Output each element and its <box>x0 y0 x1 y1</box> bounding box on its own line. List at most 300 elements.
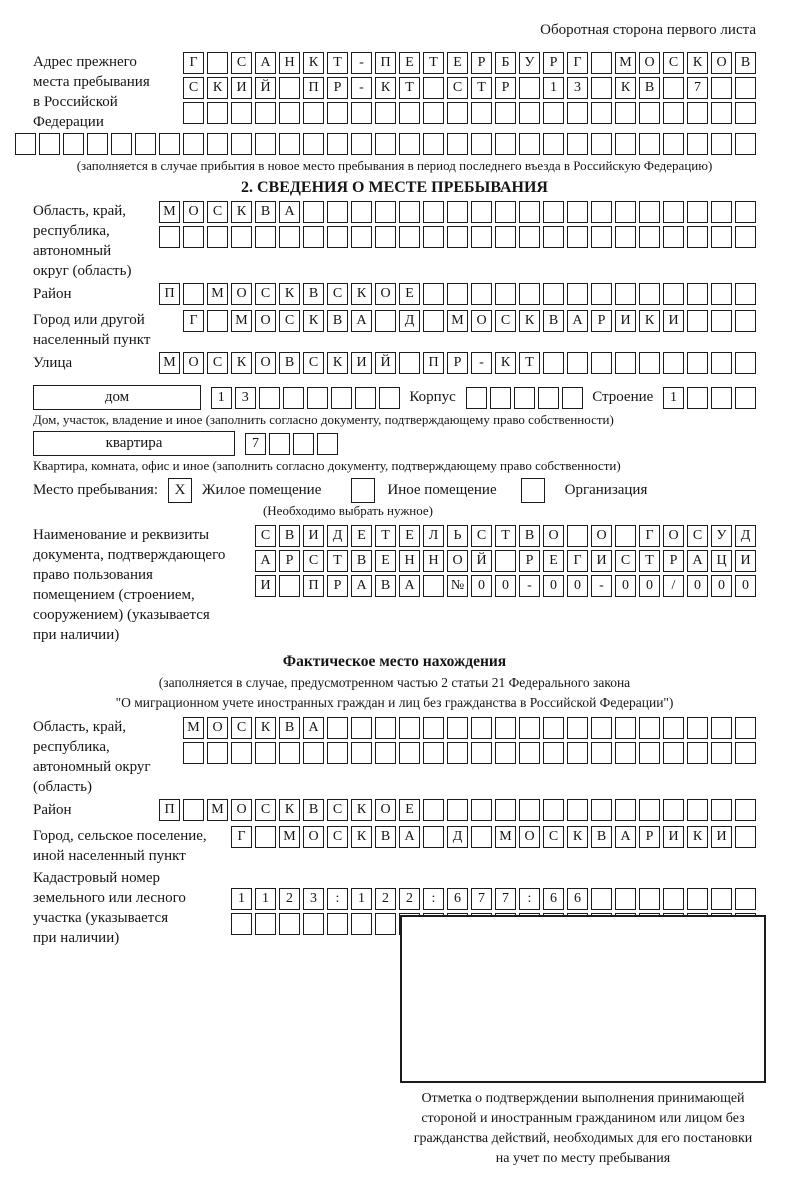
korpus-row <box>466 387 583 409</box>
char-cell <box>495 717 516 739</box>
char-cell: Л <box>423 525 444 547</box>
region-block <box>33 201 756 281</box>
char-cell <box>327 226 348 248</box>
city-block <box>33 310 756 350</box>
char-cell <box>514 387 535 409</box>
char-cell: А <box>567 310 588 332</box>
char-cell: К <box>687 826 708 848</box>
char-cell: А <box>399 575 420 597</box>
char-cell <box>615 201 636 223</box>
char-cell <box>543 201 564 223</box>
prev-address-row-3 <box>183 102 756 124</box>
char-cell <box>399 201 420 223</box>
char-cell: 1 <box>351 888 372 910</box>
char-cell: Е <box>543 550 564 572</box>
char-cell: У <box>711 525 732 547</box>
char-cell: Е <box>399 283 420 305</box>
char-cell <box>351 133 372 155</box>
korpus-label: Корпус <box>409 389 456 405</box>
label-line: Город, сельское поселение, <box>33 828 207 844</box>
char-cell <box>423 310 444 332</box>
char-cell <box>591 717 612 739</box>
char-cell <box>591 888 612 910</box>
char-cell <box>615 742 636 764</box>
char-cell <box>519 226 540 248</box>
char-cell <box>447 133 468 155</box>
label-line: (заполняется в случае, предусмотренном частью 2 статьи 21 Федерального закона <box>158 675 631 690</box>
char-cell <box>283 387 304 409</box>
char-cell: 1 <box>211 387 232 409</box>
label-line: Наименование и реквизиты <box>33 527 210 543</box>
char-cell <box>519 201 540 223</box>
char-cell: К <box>279 799 300 821</box>
document-label <box>33 525 225 645</box>
char-cell <box>423 77 444 99</box>
char-cell: О <box>231 283 252 305</box>
char-cell: В <box>279 352 300 374</box>
char-cell <box>735 201 756 223</box>
char-cell: Т <box>327 52 348 74</box>
option-other-premises-label: Иное помещение <box>387 482 497 498</box>
char-cell <box>735 77 756 99</box>
char-cell: О <box>447 550 468 572</box>
char-cell <box>351 226 372 248</box>
char-cell: 1 <box>255 888 276 910</box>
char-cell <box>471 133 492 155</box>
char-cell: В <box>279 717 300 739</box>
char-cell <box>327 913 348 935</box>
char-cell: А <box>351 575 372 597</box>
char-cell: 6 <box>567 888 588 910</box>
char-cell <box>447 283 468 305</box>
char-cell: 0 <box>711 575 732 597</box>
char-cell <box>495 226 516 248</box>
char-cell: : <box>327 888 348 910</box>
stay-type-block <box>33 478 756 503</box>
char-cell: Г <box>567 52 588 74</box>
char-cell <box>711 888 732 910</box>
char-cell <box>495 102 516 124</box>
char-cell: К <box>519 310 540 332</box>
char-cell <box>735 387 756 409</box>
char-cell <box>15 133 36 155</box>
street-block <box>33 352 756 377</box>
actual-city-label <box>33 826 207 866</box>
label-line: сооружением) (указывается <box>33 607 210 623</box>
actual-region-label <box>33 717 151 797</box>
char-cell <box>687 352 708 374</box>
char-cell: 2 <box>375 888 396 910</box>
char-cell: Й <box>255 77 276 99</box>
char-cell: В <box>351 550 372 572</box>
char-cell <box>711 283 732 305</box>
char-cell <box>495 201 516 223</box>
char-cell <box>231 913 252 935</box>
char-cell <box>471 283 492 305</box>
char-cell <box>591 77 612 99</box>
char-cell: Н <box>399 550 420 572</box>
char-cell <box>543 717 564 739</box>
label-line: автономный округ <box>33 759 151 775</box>
char-cell: К <box>639 310 660 332</box>
char-cell <box>711 799 732 821</box>
char-cell: 7 <box>471 888 492 910</box>
char-cell: В <box>303 799 324 821</box>
prev-address-grids <box>183 52 756 127</box>
char-cell: : <box>519 888 540 910</box>
char-cell <box>735 226 756 248</box>
char-cell <box>207 310 228 332</box>
char-cell <box>423 575 444 597</box>
char-cell: С <box>615 550 636 572</box>
char-cell <box>159 133 180 155</box>
label-line: Отметка о подтверждении выполнения принимающей <box>421 1091 745 1106</box>
char-cell <box>663 201 684 223</box>
char-cell <box>423 133 444 155</box>
char-cell: 0 <box>735 575 756 597</box>
char-cell: О <box>375 283 396 305</box>
stay-type-note: (Необходимо выбрать нужное) <box>262 503 434 518</box>
city-label <box>33 310 150 350</box>
label-line: помещением (строением, <box>33 587 195 603</box>
prev-address-row-1 <box>183 52 756 74</box>
char-cell <box>423 799 444 821</box>
char-cell: Т <box>399 77 420 99</box>
char-cell <box>351 201 372 223</box>
char-cell <box>207 102 228 124</box>
char-cell <box>735 352 756 374</box>
char-cell <box>591 283 612 305</box>
char-cell <box>355 387 376 409</box>
char-cell: В <box>255 201 276 223</box>
char-cell <box>735 799 756 821</box>
char-cell <box>639 352 660 374</box>
char-cell <box>543 352 564 374</box>
char-cell: К <box>207 77 228 99</box>
char-cell: И <box>303 525 324 547</box>
char-cell <box>711 717 732 739</box>
char-cell: 6 <box>543 888 564 910</box>
char-cell: 7 <box>245 433 266 455</box>
char-cell <box>447 742 468 764</box>
char-cell: К <box>231 352 252 374</box>
char-cell: И <box>711 826 732 848</box>
char-cell: Р <box>519 550 540 572</box>
char-cell: К <box>351 283 372 305</box>
char-cell <box>615 226 636 248</box>
char-cell: П <box>423 352 444 374</box>
char-cell <box>562 387 583 409</box>
char-cell: В <box>543 310 564 332</box>
char-cell: П <box>303 575 324 597</box>
option-organization-label: Организация <box>564 482 648 498</box>
char-cell: И <box>231 77 252 99</box>
char-cell: О <box>303 826 324 848</box>
char-cell <box>307 387 328 409</box>
char-cell <box>327 133 348 155</box>
char-cell <box>567 742 588 764</box>
char-cell: К <box>495 352 516 374</box>
char-cell <box>423 717 444 739</box>
document-block <box>33 525 756 645</box>
char-cell <box>567 799 588 821</box>
char-cell: В <box>327 310 348 332</box>
char-cell <box>231 133 252 155</box>
char-cell: К <box>351 799 372 821</box>
char-cell <box>303 913 324 935</box>
char-cell: С <box>327 826 348 848</box>
char-cell: И <box>615 310 636 332</box>
actual-district-label: Район <box>33 802 72 818</box>
char-cell <box>279 575 300 597</box>
char-cell <box>591 201 612 223</box>
char-cell <box>519 799 540 821</box>
char-cell: С <box>543 826 564 848</box>
char-cell <box>231 742 252 764</box>
char-cell <box>591 352 612 374</box>
char-cell: С <box>687 525 708 547</box>
char-cell: О <box>663 525 684 547</box>
char-cell <box>135 133 156 155</box>
char-cell <box>231 102 252 124</box>
char-cell: М <box>207 283 228 305</box>
char-cell <box>255 826 276 848</box>
char-cell: Д <box>399 310 420 332</box>
char-cell: М <box>447 310 468 332</box>
char-cell <box>317 433 338 455</box>
char-cell: Р <box>327 77 348 99</box>
char-cell: Г <box>183 310 204 332</box>
char-cell: Р <box>495 77 516 99</box>
char-cell <box>639 283 660 305</box>
char-cell <box>399 352 420 374</box>
char-cell <box>207 742 228 764</box>
char-cell <box>711 310 732 332</box>
char-cell: М <box>159 352 180 374</box>
char-cell <box>591 226 612 248</box>
char-cell <box>259 387 280 409</box>
char-cell: 3 <box>235 387 256 409</box>
char-cell: К <box>687 52 708 74</box>
char-cell: Е <box>399 525 420 547</box>
char-cell: Ц <box>711 550 732 572</box>
label-line: автономный <box>33 243 112 259</box>
char-cell <box>207 226 228 248</box>
char-cell <box>379 387 400 409</box>
prev-address-label <box>33 52 150 132</box>
char-cell <box>399 742 420 764</box>
char-cell <box>375 201 396 223</box>
char-cell <box>567 717 588 739</box>
char-cell <box>591 799 612 821</box>
char-cell: К <box>351 826 372 848</box>
char-cell: Д <box>735 525 756 547</box>
char-cell: Р <box>327 575 348 597</box>
char-cell <box>687 742 708 764</box>
char-cell: 0 <box>687 575 708 597</box>
char-cell <box>615 888 636 910</box>
char-cell: Ь <box>447 525 468 547</box>
char-cell: П <box>159 799 180 821</box>
char-cell: О <box>255 310 276 332</box>
label-line: округ (область) <box>33 263 132 279</box>
label-line: республика, <box>33 223 110 239</box>
char-cell <box>279 133 300 155</box>
label-line: иной населенный пункт <box>33 848 186 864</box>
char-cell <box>279 77 300 99</box>
char-cell: : <box>423 888 444 910</box>
label-line: в Российской <box>33 94 118 110</box>
char-cell: Д <box>447 826 468 848</box>
char-cell: Н <box>423 550 444 572</box>
city-row <box>183 310 756 332</box>
char-cell <box>183 799 204 821</box>
char-cell <box>687 226 708 248</box>
char-cell <box>423 283 444 305</box>
char-cell <box>567 525 588 547</box>
char-cell: 1 <box>231 888 252 910</box>
char-cell: А <box>615 826 636 848</box>
char-cell: С <box>447 77 468 99</box>
char-cell: И <box>591 550 612 572</box>
label-line: стороной и иностранным гражданином или лицом без <box>421 1111 745 1126</box>
char-cell: Р <box>543 52 564 74</box>
char-cell: - <box>591 575 612 597</box>
char-cell <box>303 102 324 124</box>
actual-location-note <box>33 673 756 713</box>
stroenie-row <box>663 387 756 409</box>
char-cell <box>303 742 324 764</box>
char-cell <box>423 102 444 124</box>
char-cell: К <box>303 310 324 332</box>
char-cell: Е <box>399 52 420 74</box>
char-cell <box>711 133 732 155</box>
char-cell: - <box>351 52 372 74</box>
district-block <box>33 283 756 308</box>
label-line: Область, край, <box>33 719 127 735</box>
label-line: при наличии) <box>33 930 120 946</box>
char-cell <box>255 226 276 248</box>
actual-location-title: Фактическое место нахождения <box>282 653 507 670</box>
char-cell <box>279 742 300 764</box>
char-cell: П <box>303 77 324 99</box>
char-cell <box>375 102 396 124</box>
apartment-number-row <box>245 433 338 455</box>
char-cell <box>687 799 708 821</box>
char-cell: Й <box>375 352 396 374</box>
char-cell: К <box>303 52 324 74</box>
char-cell <box>207 133 228 155</box>
char-cell: Т <box>375 525 396 547</box>
char-cell: А <box>687 550 708 572</box>
char-cell: К <box>231 201 252 223</box>
char-cell: В <box>375 826 396 848</box>
char-cell <box>663 888 684 910</box>
char-cell: А <box>279 201 300 223</box>
label-line: участка (указывается <box>33 910 169 926</box>
char-cell: 0 <box>495 575 516 597</box>
char-cell <box>303 201 324 223</box>
char-cell <box>735 310 756 332</box>
house-caption: Дом, участок, владение и иное (заполнить согласно документу, подтверждающему право собственности) <box>33 412 614 427</box>
label-line: Адрес прежнего <box>33 54 137 70</box>
region-label <box>33 201 131 281</box>
char-cell: 0 <box>567 575 588 597</box>
char-cell <box>735 826 756 848</box>
char-cell <box>279 102 300 124</box>
char-cell: И <box>663 826 684 848</box>
char-cell: 0 <box>639 575 660 597</box>
char-cell <box>615 102 636 124</box>
char-cell: П <box>159 283 180 305</box>
char-cell <box>183 742 204 764</box>
char-cell <box>663 226 684 248</box>
char-cell <box>303 133 324 155</box>
char-cell: Р <box>447 352 468 374</box>
char-cell: О <box>591 525 612 547</box>
char-cell <box>687 888 708 910</box>
char-cell: О <box>183 352 204 374</box>
char-cell: С <box>231 717 252 739</box>
char-cell <box>279 913 300 935</box>
char-cell <box>447 226 468 248</box>
char-cell: К <box>615 77 636 99</box>
char-cell: 0 <box>543 575 564 597</box>
char-cell <box>471 717 492 739</box>
char-cell <box>183 283 204 305</box>
char-cell <box>615 717 636 739</box>
char-cell <box>399 102 420 124</box>
house-field-box: дом <box>33 385 201 410</box>
char-cell: О <box>255 352 276 374</box>
document-row-3 <box>255 575 756 597</box>
char-cell: В <box>279 525 300 547</box>
char-cell: Д <box>327 525 348 547</box>
char-cell: С <box>255 799 276 821</box>
apartment-block <box>33 431 756 456</box>
char-cell <box>663 352 684 374</box>
char-cell <box>87 133 108 155</box>
char-cell <box>687 102 708 124</box>
label-line: "О миграционном учете иностранных граждан и лиц без гражданства в Российской Федерации") <box>115 695 674 710</box>
char-cell: А <box>255 550 276 572</box>
label-line: места пребывания <box>33 74 150 90</box>
char-cell <box>591 102 612 124</box>
char-cell: - <box>471 352 492 374</box>
char-cell: С <box>327 799 348 821</box>
char-cell <box>735 888 756 910</box>
char-cell <box>495 133 516 155</box>
char-cell <box>471 742 492 764</box>
actual-region-block <box>33 717 756 797</box>
char-cell <box>567 201 588 223</box>
region-grids <box>159 201 756 251</box>
char-cell <box>471 201 492 223</box>
label-line: (область) <box>33 779 92 795</box>
char-cell <box>471 799 492 821</box>
label-line: земельного или лесного <box>33 890 186 906</box>
char-cell: Т <box>495 525 516 547</box>
document-row-1 <box>255 525 756 547</box>
char-cell: - <box>351 77 372 99</box>
char-cell: Е <box>447 52 468 74</box>
document-grids <box>255 525 756 600</box>
label-line: на учет по месту пребывания <box>495 1151 671 1166</box>
street-label: Улица <box>33 355 73 371</box>
char-cell: С <box>183 77 204 99</box>
char-cell <box>543 799 564 821</box>
char-cell <box>279 226 300 248</box>
